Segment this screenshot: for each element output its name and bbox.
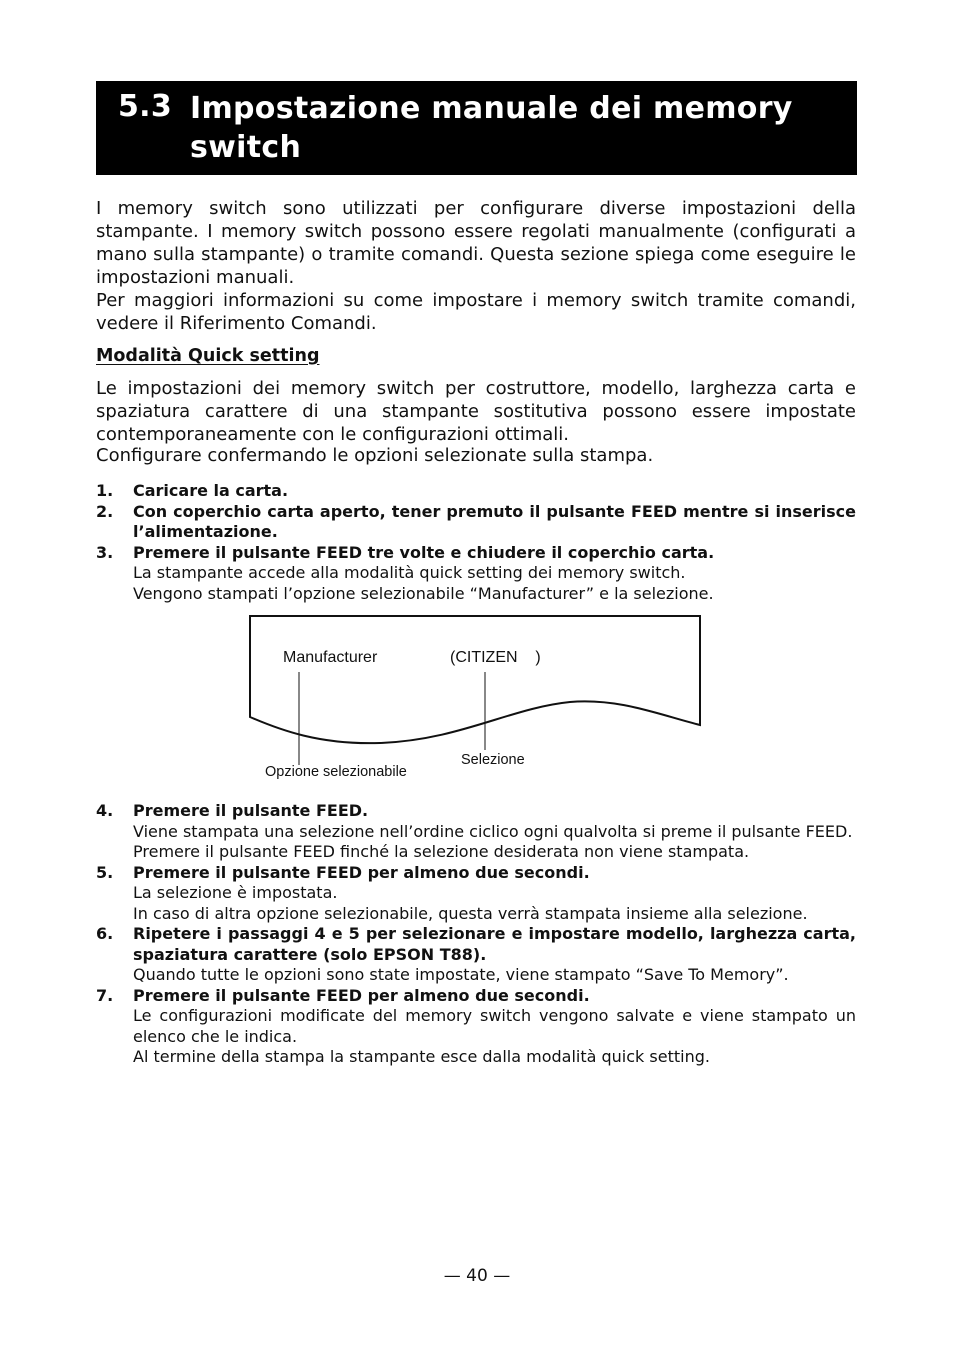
page-number: — 40 — <box>443 1266 511 1286</box>
step-title: Con coperchio carta aperto, tener premuto il pulsante FEED mentre si inserisce l’alimentazione. <box>133 501 856 541</box>
step-title: Premere il pulsante FEED per almeno due secondi. <box>133 862 590 882</box>
selection-label: Selezione <box>461 752 525 768</box>
step-title: Premere il pulsante FEED tre volte e chiudere il coperchio carta. <box>133 542 715 562</box>
step-description: Al termine della stampa la stampante esce dalla modalità quick setting. <box>133 1047 710 1066</box>
step-number: 7. <box>96 985 114 1005</box>
step-number: 1. <box>96 481 114 500</box>
intro-paragraph-1: I memory switch sono utilizzati per configurare diverse impostazioni della stampante. I memory switch possono essere regolati manualmente (configurati a mano sulla stampante) o tramite comandi. Questa sezione spiega come eseguire le impostazioni manuali. <box>96 198 856 288</box>
quick-setting-heading: Modalità Quick setting <box>96 346 320 366</box>
step-7 <box>96 986 856 1068</box>
paper-outline <box>250 616 700 743</box>
step-description: Viene stampata una selezione nell’ordine ciclico ogni qualvolta si preme il pulsante FEED. <box>133 821 853 841</box>
printout-diagram <box>240 610 710 790</box>
step-description: In caso di altra opzione selezionabile, questa verrà stampata insieme alla selezione. <box>133 903 808 923</box>
printed-selection-text: (CITIZEN ) <box>450 649 541 666</box>
option-label: Opzione selezionabile <box>265 764 407 780</box>
step-5 <box>96 863 856 925</box>
step-number: 2. <box>96 501 114 521</box>
step-3 <box>96 543 856 605</box>
step-title: Premere il pulsante FEED per almeno due secondi. <box>133 985 590 1005</box>
section-title: Impostazione manuale dei memory switch <box>190 91 793 165</box>
step-number: 3. <box>96 542 114 562</box>
section-title-bar <box>96 81 857 175</box>
intro-paragraph-2: Per maggiori informazioni su come impostare i memory switch tramite comandi, vedere il Riferimento Comandi. <box>96 290 856 334</box>
step-description: Le configurazioni modificate del memory switch vengono salvate e viene stampato un elenco che le indica. <box>133 1006 856 1046</box>
step-title: Ripetere i passaggi 4 e 5 per selezionare e impostare modello, larghezza carta, spaziatura carattere (solo EPSON T88). <box>133 924 856 964</box>
step-description: La stampante accede alla modalità quick setting dei memory switch. <box>133 563 686 582</box>
step-description: La selezione è impostata. <box>133 883 338 902</box>
printed-option-text: Manufacturer <box>283 649 378 666</box>
step-description: Quando tutte le opzioni sono state impostate, viene stampato “Save To Memory”. <box>133 965 789 984</box>
step-description: Premere il pulsante FEED finché la selezione desiderata non viene stampata. <box>133 842 750 861</box>
step-number: 4. <box>96 801 114 820</box>
steps-list-a <box>96 481 856 604</box>
step-number: 6. <box>96 924 114 943</box>
step-1 <box>96 481 856 502</box>
step-4 <box>96 801 856 863</box>
step-2 <box>96 502 856 543</box>
steps-list-b <box>96 801 856 1068</box>
section-number: 5.3 <box>118 89 173 124</box>
step-6 <box>96 924 856 986</box>
step-title: Caricare la carta. <box>133 481 289 500</box>
quick-setting-paragraph-2: Configurare confermando le opzioni selezionate sulla stampa. <box>96 445 654 466</box>
step-description: Vengono stampati l’opzione selezionabile “Manufacturer” e la selezione. <box>133 583 714 603</box>
step-number: 5. <box>96 862 114 882</box>
quick-setting-paragraph-1: Le impostazioni dei memory switch per costruttore, modello, larghezza carta e spaziatura carattere di una stampante sostitutiva possono essere impostate contemporaneamente con le configurazioni ottimali. <box>96 378 856 445</box>
step-title: Premere il pulsante FEED. <box>133 801 369 820</box>
